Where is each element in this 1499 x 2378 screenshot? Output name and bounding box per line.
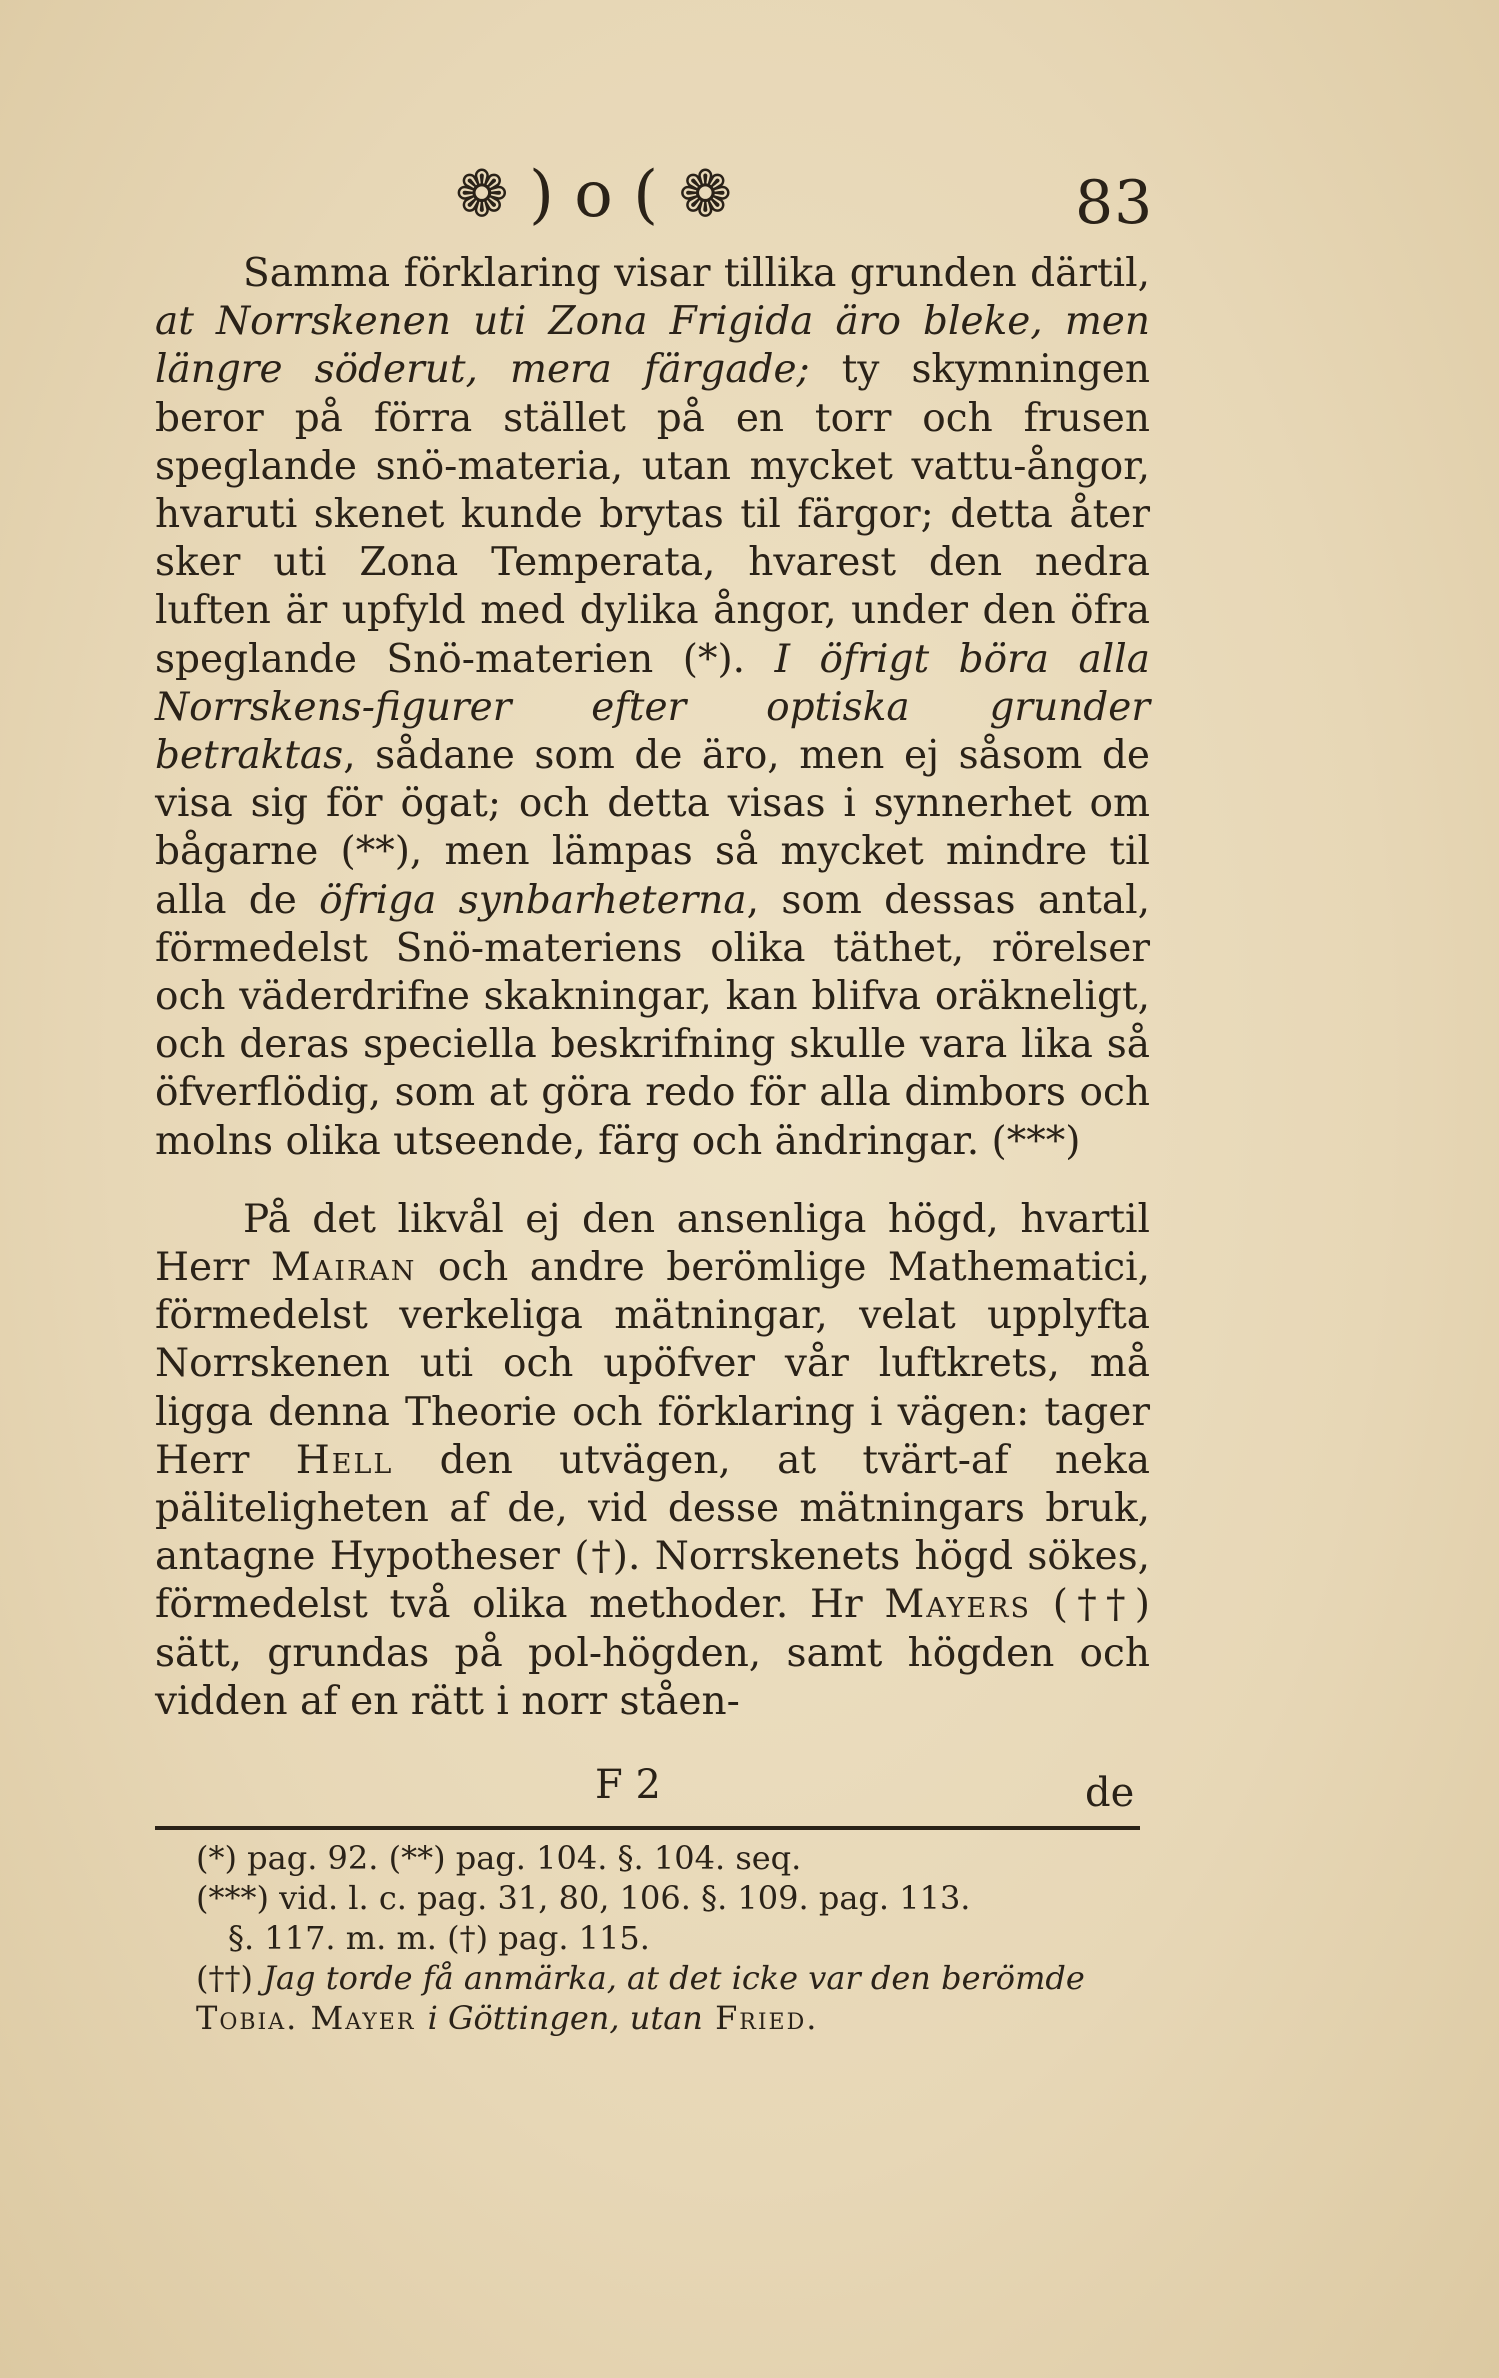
p1-italic-d: I öfrigt böra alla Norrskens-figurer efter optiska grunder betraktas [155,636,1150,779]
catchword: de [1085,1770,1135,1816]
p2-name-hell: Hell [295,1437,394,1483]
footnotes [178,1838,1158,2038]
p2-text-d: (††) sätt, grundas på pol-högden, samt högden och vidden af en rätt i norr ståen- [155,1582,1150,1724]
p2-text-b: och andre berömlige Mathematici, förmedelst verkeliga mätningar, velat upplyfta Norrskenen uti och upöfver vår luftkrets, må ligga denna Theorie och förklaring i vägen: tager Herr [155,1245,1151,1483]
p2-text-a: På det likvål ej den ansenliga högd, hvartil Herr [155,1196,1150,1291]
fn4-italic-b: Jag torde få anmärka, at det icke var den berömde [263,1959,1085,1997]
footnote-line-4 [178,1958,1158,2038]
p2-name-mairan: Mairan [270,1245,417,1291]
page-header [0,150,1499,240]
p1-italic-f: öfriga synbarheterna [319,877,747,923]
footnote-divider [155,1826,1140,1830]
p2-text-c: den utvägen, at tvärt-af neka päliteligheten af de, vid desse mätningars bruk, antagne Hypotheser (†). Norrskenets högd sökes, förmedelst två olika methoder. Hr [155,1437,1150,1628]
footnote-line-3: §. 117. m. m. (†) pag. 115. [228,1919,650,1957]
signature-mark: F 2 [595,1762,661,1808]
main-text [155,250,1150,1726]
fn4-name-tobia-mayer: Tobia. Mayer [196,1999,428,2037]
paragraph-2 [155,1196,1150,1726]
p1-text-c: ty skymningen beror på förra stället på en torr och frusen speglande snö-materia, utan mycket vattu-ångor, hvaruti skenet kunde brytas til färgor; detta åter sker uti Zona Temperata, hvarest den nedra luften är upfyld med dylika ångor, under den öfra speglande Snö-materien (*). [155,347,1151,682]
p2-name-mayers: Mayers [884,1582,1032,1628]
footnote-line-1: (*) pag. 92. (**) pag. 104. §. 104. seq. [196,1839,802,1877]
p1-text-a: Samma förklaring visar tillika grunden därtil, [243,251,1150,296]
header-ornament: ❁ ) o ( ❁ [455,158,733,232]
p1-text-e: , sådane som de äro, men ej såsom de visa sig för ögat; och detta visas i synnerhet om bågarne (**), men lämpas så mycket mindre til alla de [155,733,1150,923]
fn4-mark: (††) [196,1959,264,1997]
fn4-name-fried: Fried. [702,1999,819,2037]
fn4-italic-d: i Göttingen, utan [427,1999,703,2037]
page-number: 83 [1075,168,1154,238]
p1-italic-b: at Norrskenen uti Zona Frigida äro bleke, men längre söderut, mera färgade; [155,299,1150,393]
paragraph-1 [155,250,1150,1166]
p1-text-g: , som dessas antal, förmedelst Snö-materiens olika täthet, rörelser och väderdrifne skakningar, kan blifva oräkneligt, och deras speciella beskrifning skulle vara lika så öfverflödig, som at göra redo för alla dimbors och molns olika utseende, färg och ändringar. (***) [155,877,1150,1164]
footnote-line-2: (***) vid. l. c. pag. 31, 80, 106. §. 109. pag. 113. [196,1879,971,1917]
